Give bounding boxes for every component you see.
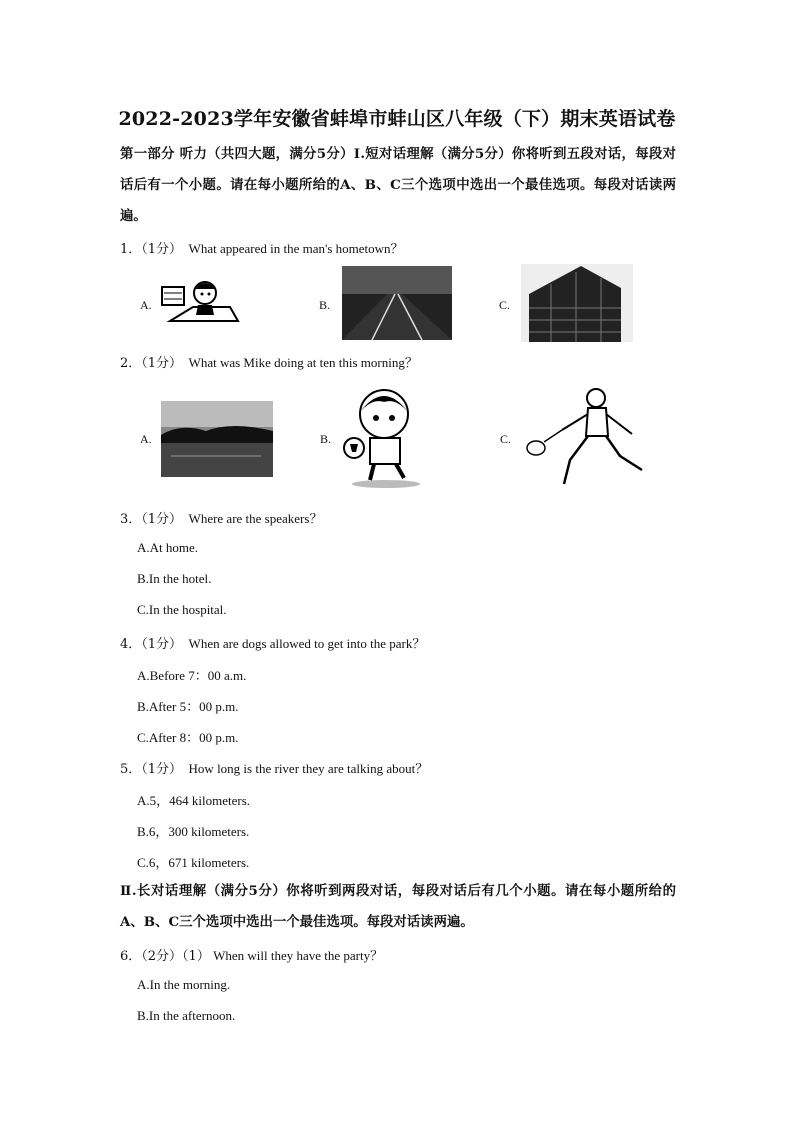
q6-option-a: A.In the morning.	[137, 977, 231, 992]
q3-option-a: A.At home.	[137, 540, 199, 555]
question-4-text: When are dogs allowed to get into the park？	[188, 636, 426, 651]
section-2-instructions: Ⅱ.长对话理解（满分5分）你将听到两段对话，每段对话后有几个小题。请在每小题所给的A、B、C三个选项中选出一个最佳选项。每段对话读两遍。	[120, 883, 676, 930]
boy-soccer-picture	[340, 386, 424, 490]
badminton-player-picture	[522, 386, 646, 490]
question-3: 3．（1分） Where are the speakers？	[120, 511, 323, 527]
q4-option-a: A.Before 7：00 a.m.	[137, 668, 247, 683]
listening-instructions: 第一部分 听力（共四大题，满分5分）Ⅰ.短对话理解（满分5分）你将听到五段对话，每段对话后有一个小题。请在每小题所给的A、B、C三个选项中选出一个最佳选项。每段对话读两遍。	[120, 146, 676, 224]
question-1: 1．（1分） What appeared in the man's hometown？	[120, 241, 404, 257]
q1-option-b-label: B.	[319, 298, 331, 312]
q4-option-b: B.After 5：00 p.m.	[137, 699, 239, 714]
building-picture	[521, 264, 633, 342]
q5-option-c: C.6，671 kilometers.	[137, 855, 250, 870]
question-5-text: How long is the river they are talking about？	[188, 761, 429, 776]
road-picture	[342, 266, 452, 340]
question-2: 2．（1分） What was Mike doing at ten this morning？	[120, 355, 418, 371]
q1-option-a-label: A.	[140, 298, 152, 312]
question-2-text: What was Mike doing at ten this morning？	[188, 355, 418, 370]
question-6-text: When will they have the party？	[213, 948, 384, 963]
q2-option-a-label: A.	[140, 432, 152, 446]
question-1-text: What appeared in the man's hometown？	[188, 241, 404, 256]
page-title: 2022-2023学年安徽省蚌埠市蚌山区八年级（下）期末英语试卷	[118, 108, 676, 130]
q5-option-a: A.5，464 kilometers.	[137, 793, 251, 808]
question-3-text: Where are the speakers？	[188, 511, 323, 526]
q5-option-b: B.6，300 kilometers.	[137, 824, 250, 839]
boy-studying-picture	[160, 277, 242, 327]
question-5: 5．（1分） How long is the river they are talking about？	[120, 761, 429, 777]
lake-picture	[161, 401, 273, 477]
q1-option-c-label: C.	[499, 298, 511, 312]
question-6: 6．（2分）（1） When will they have the party？	[120, 948, 384, 964]
q3-option-c: C.In the hospital.	[137, 602, 227, 617]
question-4: 4．（1分） When are dogs allowed to get into the park？	[120, 636, 426, 652]
q6-option-b: B.In the afternoon.	[137, 1008, 236, 1023]
q2-option-c-label: C.	[500, 432, 512, 446]
q2-option-b-label: B.	[320, 432, 332, 446]
q4-option-c: C.After 8：00 p.m.	[137, 730, 239, 745]
q3-option-b: B.In the hotel.	[137, 571, 212, 586]
